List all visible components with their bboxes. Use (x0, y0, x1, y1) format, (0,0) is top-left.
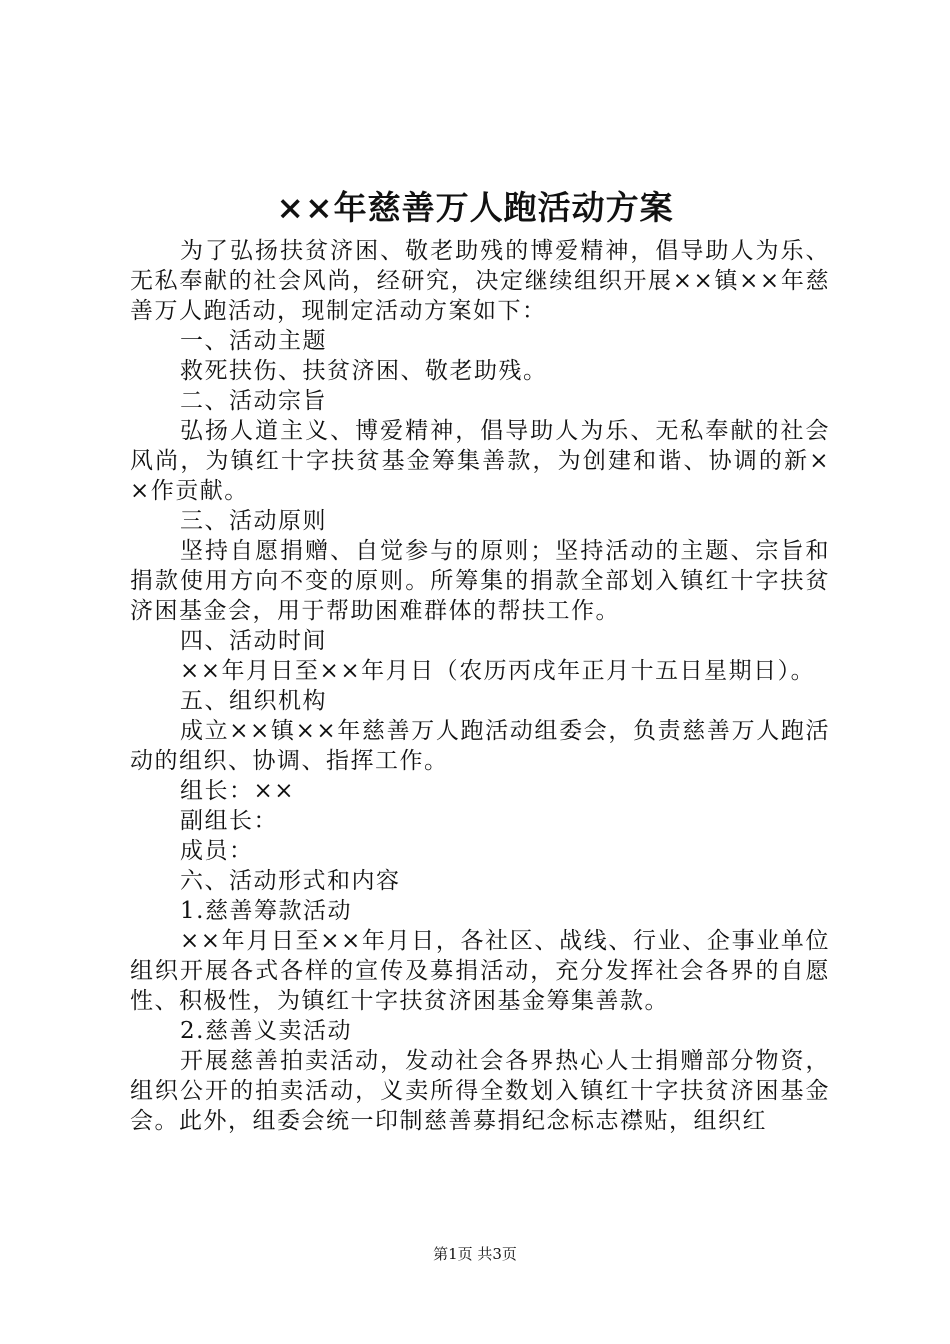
page-footer: 第1页 共3页 (433, 1245, 517, 1263)
document-title: ××年慈善万人跑活动方案 (276, 188, 674, 227)
paragraph-purpose: 弘扬人道主义、博爱精神，倡导助人为乐、无私奉献的社会风尚，为镇红十字扶贫基金筹集善款，为创建和谐、协调的新××作贡献。 (130, 418, 830, 504)
subheading-fundraising: 1.慈善筹款活动 (180, 898, 352, 924)
section-heading-purpose: 二、活动宗旨 (180, 388, 327, 414)
section-heading-organization: 五、组织机构 (180, 688, 327, 714)
paragraph-leader: 组长：×× (180, 778, 296, 804)
paragraph-organization: 成立××镇××年慈善万人跑活动组委会，负责慈善万人跑活动的组织、协调、指挥工作。 (130, 718, 830, 774)
paragraph-fundraising: ××年月日至××年月日，各社区、战线、行业、企事业单位组织开展各式各样的宣传及募捐活动，充分发挥社会各界的自愿性、积极性，为镇红十字扶贫济困基金筹集善款。 (130, 928, 830, 1014)
paragraph-theme: 救死扶伤、扶贫济困、敬老助残。 (180, 358, 548, 384)
section-heading-time: 四、活动时间 (180, 628, 327, 654)
paragraph-time: ××年月日至××年月日（农历丙戌年正月十五日星期日）。 (180, 658, 816, 684)
paragraph-members: 成员： (180, 838, 254, 864)
section-heading-theme: 一、活动主题 (180, 328, 327, 354)
paragraph-deputy-leader: 副组长： (180, 808, 278, 834)
section-heading-format: 六、活动形式和内容 (180, 868, 401, 894)
paragraph-intro: 为了弘扬扶贫济困、敬老助残的博爱精神，倡导助人为乐、无私奉献的社会风尚，经研究，决定继续组织开展××镇××年慈善万人跑活动，现制定活动方案如下： (130, 238, 830, 324)
document-body (130, 236, 830, 1136)
paragraph-charity-sale: 开展慈善拍卖活动，发动社会各界热心人士捐赠部分物资，组织公开的拍卖活动，义卖所得全数划入镇红十字扶贫济困基金会。此外，组委会统一印制慈善募捐纪念标志襟贴，组织红 (130, 1048, 830, 1134)
paragraph-principle: 坚持自愿捐赠、自觉参与的原则；坚持活动的主题、宗旨和捐款使用方向不变的原则。所筹集的捐款全部划入镇红十字扶贫济困基金会，用于帮助困难群体的帮扶工作。 (130, 538, 830, 624)
section-heading-principle: 三、活动原则 (180, 508, 327, 534)
subheading-charity-sale: 2.慈善义卖活动 (180, 1018, 352, 1044)
